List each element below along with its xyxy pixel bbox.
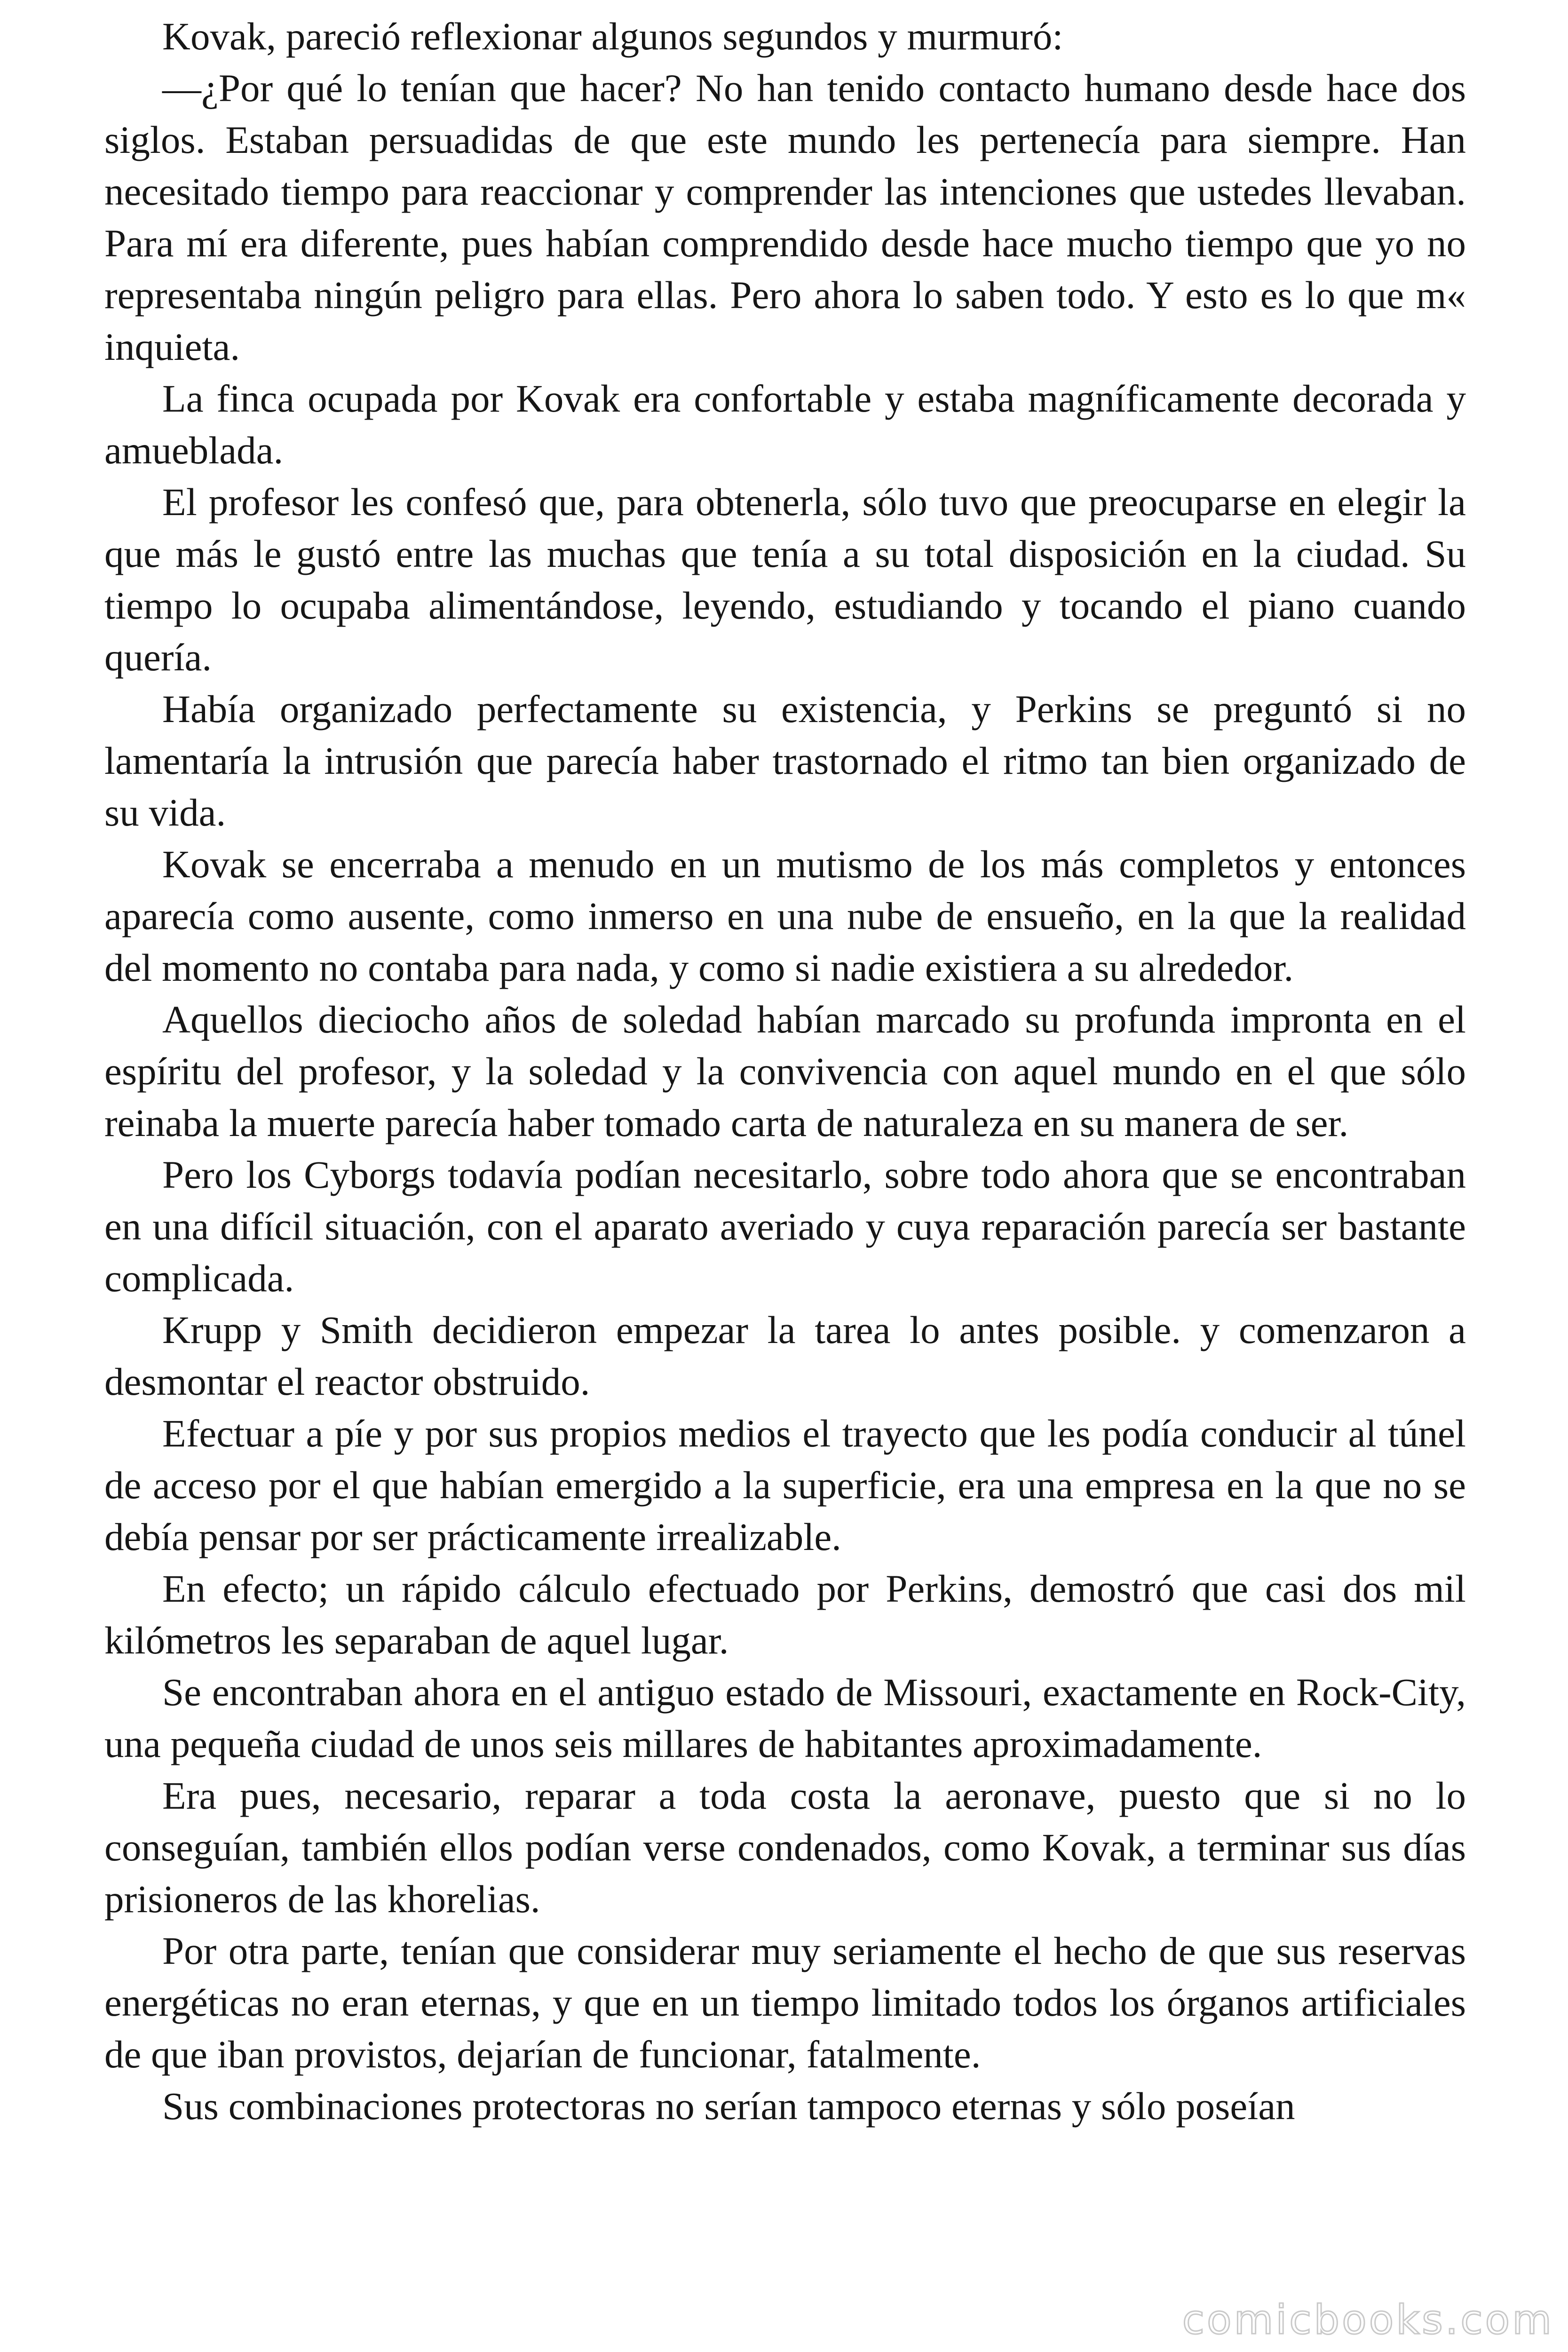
page-text — [104, 10, 1466, 2132]
paragraph-5: Había organizado perfectamente su existencia, y Perkins se preguntó si no lamentaría la intrusión que parecía haber trastornado el ritmo tan bien organizado de su vida. — [104, 687, 1466, 834]
watermark: comicbooks.com — [1182, 2296, 1554, 2344]
paragraph-13: Era pues, necesario, reparar a toda costa la aeronave, puesto que si no lo conseguían, también ellos podían verse condenados, como Kovak, a terminar sus días prisioneros de las khorelias. — [104, 1774, 1466, 1921]
paragraph-10: Efectuar a píe y por sus propios medios el trayecto que les podía conducir al túnel de acceso por el que habían emergido a la superficie, era una empresa en la que no se debía pensar por ser prácticamente irrealizable. — [104, 1412, 1466, 1558]
paragraph-12: Se encontraban ahora en el antiguo estado de Missouri, exactamente en Rock-City, una pequeña ciudad de unos seis millares de habitantes aproximadamente. — [104, 1670, 1466, 1765]
paragraph-15: Sus combinaciones protectoras no serían tampoco eternas y sólo poseían — [162, 2084, 1295, 2128]
paragraph-11: En efecto; un rápido cálculo efectuado por Perkins, demostró que casi dos mil kilómetros les separaban de aquel lugar. — [104, 1567, 1466, 1662]
paragraph-7: Aquellos dieciocho años de soledad habían marcado su profunda impronta en el espíritu del profesor, y la soledad y la convivencia con aquel mundo en el que sólo reinaba la muerte parecía haber tomado carta de naturaleza en su manera de ser. — [104, 998, 1466, 1144]
paragraph-4: El profesor les confesó que, para obtenerla, sólo tuvo que preocuparse en elegir la que más le gustó entre las muchas que tenía a su total disposición en la ciudad. Su tiempo lo ocupaba alimentándose, leyendo, estudiando y tocando el piano cuando quería. — [104, 480, 1466, 679]
paragraph-2: —¿Por qué lo tenían que hacer? No han tenido contacto humano desde hace dos siglos. Estaban persuadidas de que este mundo les pertenecía para siempre. Han necesitado tiempo para reaccionar y comprender las intenciones que ustedes llevaban. Para mí era diferente, pues habían comprendido desde hace mucho tiempo que yo no representaba ningún peligro para ellas. Pero ahora lo saben todo. Y esto es lo que m« inquieta. — [104, 66, 1466, 368]
paragraph-9: Krupp y Smith decidieron empezar la tarea lo antes posible. y comenzaron a desmontar el reactor obstruido. — [104, 1308, 1466, 1403]
paragraph-3: La finca ocupada por Kovak era confortable y estaba magníficamente decorada y amueblada. — [104, 377, 1466, 472]
paragraph-14: Por otra parte, tenían que considerar muy seriamente el hecho de que sus reservas energéticas no eran eternas, y que en un tiempo limitado todos los órganos artificiales de que iban provistos, dejarían de funcionar, fatalmente. — [104, 1929, 1466, 2076]
paragraph-1: Kovak, pareció reflexionar algunos segundos y murmuró: — [162, 15, 1063, 58]
paragraph-6: Kovak se encerraba a menudo en un mutismo de los más completos y entonces aparecía como ausente, como inmerso en una nube de ensueño, en la que la realidad del momento no contaba para nada, y como si nadie existiera a su alrededor. — [104, 842, 1466, 989]
paragraph-8: Pero los Cyborgs todavía podían necesitarlo, sobre todo ahora que se encontraban en una difícil situación, con el aparato averiado y cuya reparación parecía ser bastante complicada. — [104, 1153, 1466, 1300]
